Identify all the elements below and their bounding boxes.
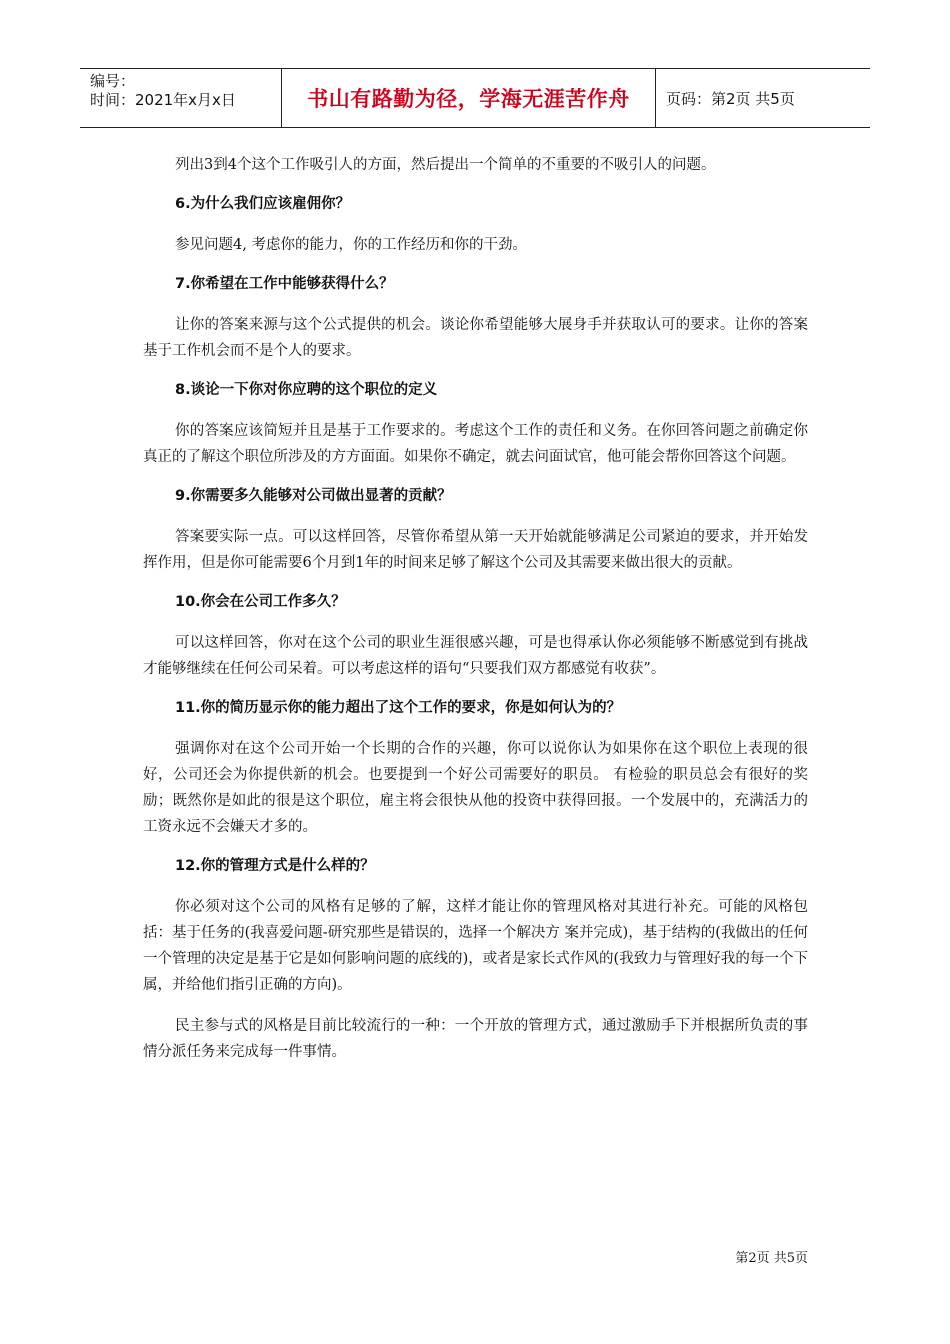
header-meta xyxy=(80,69,282,127)
question-heading: 7.你希望在工作中能够获得什么？ xyxy=(175,276,394,292)
paragraph: 你的答案应该简短并且是基于工作要求的。考虑这个工作的责任和义务。在你回答问题之前确定你真正的了解这个职位所涉及的方方面面。如果你不确定，就去问面试官，他可能会帮你回答这个问题。 xyxy=(143,423,808,465)
header-page-label: 页码：第2页 共5页 xyxy=(666,89,795,108)
paragraph: 列出3到4个这个工作吸引人的方面，然后提出一个简单的不重要的不吸引人的问题。 xyxy=(175,157,716,173)
question-heading: 10.你会在公司工作多久？ xyxy=(175,594,346,610)
question-heading: 6.为什么我们应该雇佣你？ xyxy=(175,196,351,212)
time-label: 时间：2021年x月x日 xyxy=(90,91,236,109)
page-header xyxy=(80,68,870,128)
header-motto: 书山有路勤为径，学海无涯苦作舟 xyxy=(282,69,656,127)
paragraph: 可以这样回答，你对在这个公司的职业生涯很感兴趣，可是也得承认你必须能够不断感觉到有挑战才能够继续在任何公司呆着。可以考虑这样的语句“只要我们双方都感觉有收获”。 xyxy=(143,635,808,677)
paragraph: 你必须对这个公司的风格有足够的了解，这样才能让你的管理风格对其进行补充。可能的风格包括：基于任务的(我喜爱问题-研究那些是错误的，选择一个解决方 案并完成)，基于结构的(我做出的任何一个管理的决定是基于它是如何影响问题的底线的)，或者是家长式作风的(我致力与管理好我的每一个下属，并给他们指引正确的方向)。 xyxy=(143,899,808,993)
paragraph: 民主参与式的风格是目前比较流行的一种：一个开放的管理方式，通过激励手下并根据所负责的事情分派任务来完成每一件事情。 xyxy=(143,1018,808,1060)
paragraph: 答案要实际一点。可以这样回答，尽管你希望从第一天开始就能够满足公司紧迫的要求，并开始发挥作用，但是你可能需要6个月到1年的时间来足够了解这个公司及其需要来做出很大的贡献。 xyxy=(143,529,808,571)
paragraph: 让你的答案来源与这个公式提供的机会。谈论你希望能够大展身手并获取认可的要求。让你的答案基于工作机会而不是个人的要求。 xyxy=(143,317,808,359)
paragraph: 强调你对在这个公司开始一个长期的合作的兴趣，你可以说你认为如果你在这个职位上表现的很好，公司还会为你提供新的机会。也要提到一个好公司需要好的职员。 有检验的职员总会有很好的奖励；既然你是如此的很是这个职位，雇主将会很快从他的投资中获得回报。一个发展中的，充满活力的工资永远不会嫌天才多的。 xyxy=(143,741,808,835)
paragraph: 参见问题4, 考虑你的能力，你的工作经历和你的干劲。 xyxy=(175,237,527,253)
page-footer: 第2页 共5页 xyxy=(735,1251,808,1266)
document-body xyxy=(143,152,808,1080)
number-label: 编号： xyxy=(90,72,136,90)
question-heading: 11.你的简历显示你的能力超出了这个工作的要求，你是如何认为的？ xyxy=(175,700,622,716)
question-heading: 8.谈论一下你对你应聘的这个职位的定义 xyxy=(175,382,438,398)
question-heading: 9.你需要多久能够对公司做出显著的贡献？ xyxy=(175,488,452,504)
question-heading: 12.你的管理方式是什么样的？ xyxy=(175,858,375,874)
